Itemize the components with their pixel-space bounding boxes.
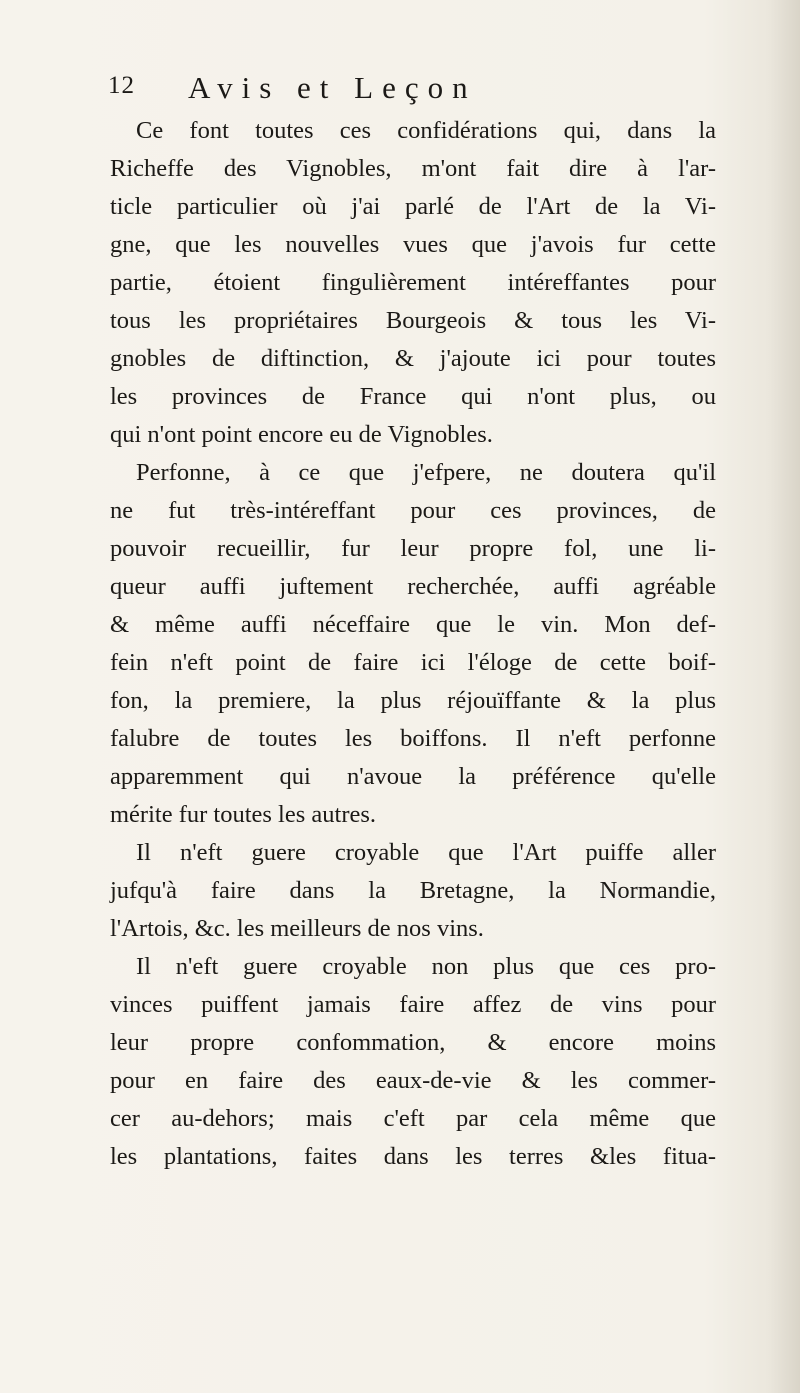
- text-line: fon, la premiere, la plus réjouïffante & la plus: [110, 687, 716, 714]
- text-line: Perfonne, à ce que j'efpere, ne doutera qu'il: [136, 459, 716, 486]
- text-line: falubre de toutes les boiffons. Il n'eft perfonne: [110, 725, 716, 752]
- text-line: ticle particulier où j'ai parlé de l'Art de la Vi-: [110, 193, 716, 220]
- text-line: qui n'ont point encore eu de Vignobles.: [110, 421, 493, 448]
- text-line: mérite fur toutes les autres.: [110, 801, 377, 828]
- paragraph: [110, 112, 716, 454]
- page-number: 12: [108, 72, 135, 99]
- text-line: ne fut très-intéreffant pour ces provinces, de: [110, 497, 716, 524]
- text-line: gne, que les nouvelles vues que j'avois fur cette: [110, 231, 716, 258]
- text-line: & même auffi néceffaire que le vin. Mon def-: [110, 611, 716, 638]
- paragraph: [110, 834, 716, 948]
- text-line: apparemment qui n'avoue la préférence qu'elle: [110, 763, 716, 790]
- body-text: [110, 112, 716, 1176]
- text-line: jufqu'à faire dans la Bretagne, la Normandie,: [110, 877, 716, 904]
- text-line: pouvoir recueillir, fur leur propre fol, une li-: [110, 535, 716, 562]
- text-line: cer au-dehors; mais c'eft par cela même que: [110, 1105, 716, 1132]
- text-line: Il n'eft guere croyable que l'Art puiffe aller: [136, 839, 716, 866]
- text-line: gnobles de diftinction, & j'ajoute ici pour toutes: [110, 345, 716, 372]
- text-line: Ce font toutes ces confidérations qui, dans la: [136, 117, 716, 144]
- text-line: l'Artois, &c. les meilleurs de nos vins.: [110, 915, 484, 942]
- text-line: les plantations, faites dans les terres &les fitua-: [110, 1143, 716, 1170]
- text-line: Il n'eft guere croyable non plus que ces pro-: [136, 953, 716, 980]
- text-line: fein n'eft point de faire ici l'éloge de cette boif-: [110, 649, 716, 676]
- text-line: vinces puiffent jamais faire affez de vins pour: [110, 991, 716, 1018]
- text-line: queur auffi juftement recherchée, auffi agréable: [110, 573, 716, 600]
- text-line: les provinces de France qui n'ont plus, ou: [110, 383, 716, 410]
- paragraph: [110, 454, 716, 834]
- text-line: partie, étoient fingulièrement intéreffantes pour: [110, 269, 716, 296]
- text-line: tous les propriétaires Bourgeois & tous les Vi-: [110, 307, 716, 334]
- text-line: Richeffe des Vignobles, m'ont fait dire à l'ar-: [110, 155, 716, 182]
- text-line: pour en faire des eaux-de-vie & les commer-: [110, 1067, 716, 1094]
- paragraph: [110, 948, 716, 1176]
- text-line: leur propre confommation, & encore moins: [110, 1029, 716, 1056]
- page-header: [108, 70, 708, 110]
- running-head: Avis et Leçon: [188, 70, 477, 105]
